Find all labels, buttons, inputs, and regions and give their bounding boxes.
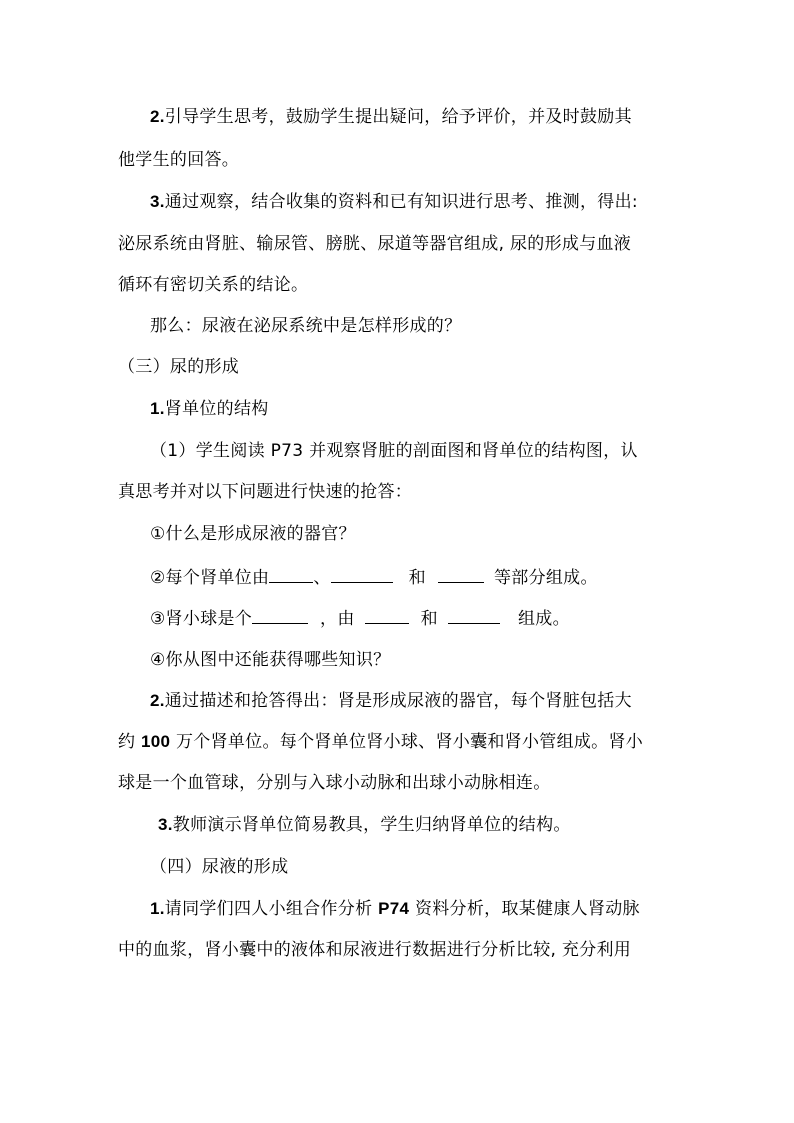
- answer-blank: [269, 566, 313, 583]
- paragraph-text: 中的血浆，肾小囊中的液体和尿液进行数据进行分析比较, 充分利用: [118, 940, 632, 960]
- question-text: ，由: [320, 609, 355, 629]
- item-number: 3.: [150, 192, 165, 211]
- answer-blank: [448, 607, 500, 624]
- step-reading-line2: [118, 481, 412, 503]
- paragraph-text: （1）学生阅读 P73 并观察肾脏的剖面图和肾单位的结构图，认: [150, 441, 638, 461]
- step-reading-line1: [150, 440, 638, 462]
- paragraph-group-analysis-line2: [118, 939, 631, 961]
- paragraph-text: 通过描述和抢答得出：肾是形成尿液的器官，每个肾脏包括大: [164, 691, 632, 711]
- paragraph-text: 循环有密切关系的结论。: [118, 275, 309, 295]
- question-text: ④你从图中还能获得哪些知识？: [150, 650, 391, 670]
- paragraph-guide-thinking-line1: [150, 106, 632, 128]
- paragraph-text: 万个肾单位。每个肾单位肾小球、肾小囊和肾小管组成。肾小: [170, 732, 644, 752]
- question-text: 组成。: [517, 609, 570, 629]
- question-item-3: [150, 607, 570, 630]
- question-item-2: [150, 566, 598, 589]
- paragraph-teaching-aid: [158, 814, 571, 836]
- question-text: 和: [408, 568, 426, 588]
- paragraph-conclusion-line1: [150, 690, 632, 712]
- paragraph-observation-line2: [118, 233, 631, 255]
- section-heading-text: （三）尿的形成: [118, 357, 240, 377]
- paragraph-text: 他学生的回答。: [118, 150, 240, 170]
- paragraph-conclusion-line3: [118, 772, 551, 794]
- question-text: ②每个肾单位由: [150, 568, 270, 588]
- question-text: 那么：尿液在泌尿系统中是怎样形成的？: [150, 316, 462, 336]
- paragraph-conclusion-line2: [118, 731, 643, 753]
- paragraph-text: 球是一个血管球，分别与入球小动脉和出球小动脉相连。: [118, 773, 551, 793]
- item-number: 1.: [150, 399, 165, 418]
- subheading-text: 肾单位的结构: [164, 399, 269, 419]
- number-text: P74: [378, 899, 410, 918]
- item-number: 3.: [158, 815, 173, 834]
- question-text: 、: [313, 568, 331, 588]
- item-number: 1.: [150, 899, 165, 918]
- question-text: ①什么是形成尿液的器官？: [150, 524, 356, 544]
- paragraph-observation-line3: [118, 274, 308, 296]
- question-line: [150, 315, 461, 337]
- answer-blank: [438, 566, 484, 583]
- paragraph-guide-thinking-line2: [118, 149, 239, 171]
- answer-blank: [331, 566, 393, 583]
- item-number: 2.: [150, 107, 165, 126]
- paragraph-text: 引导学生思考，鼓励学生提出疑问，给予评价，并及时鼓励其: [164, 107, 632, 127]
- answer-blank: [252, 607, 308, 624]
- section-heading-urine-production: [150, 856, 288, 878]
- question-text: 等部分组成。: [493, 568, 598, 588]
- item-number: 2.: [150, 691, 165, 710]
- section-heading-text: （四）尿液的形成: [150, 857, 289, 877]
- question-text: 和: [420, 609, 438, 629]
- question-item-1: [150, 523, 356, 545]
- paragraph-text: 泌尿系统由肾脏、输尿管、膀胱、尿道等器官组成, 尿的形成与血液: [118, 234, 632, 254]
- paragraph-text: 真思考并对以下问题进行快速的抢答：: [118, 482, 413, 502]
- paragraph-group-analysis-line1: [150, 898, 640, 920]
- subheading-nephron-structure: [150, 398, 269, 420]
- question-item-4: [150, 649, 390, 671]
- question-text: ③肾小球是个: [150, 609, 253, 629]
- number-text: 100: [141, 732, 171, 751]
- paragraph-text: 请同学们四人小组合作分析: [164, 899, 379, 919]
- section-heading-urine-formation: [118, 356, 239, 378]
- answer-blank: [365, 607, 409, 624]
- paragraph-text: 通过观察，结合收集的资料和已有知识进行思考、推测，得出:: [164, 192, 638, 212]
- paragraph-text: 约: [118, 732, 142, 752]
- paragraph-text: 教师演示肾单位简易教具，学生归纳肾单位的结构。: [172, 815, 571, 835]
- paragraph-observation-line1: [150, 191, 638, 213]
- paragraph-text: 资料分析，取某健康人肾动脉: [409, 899, 640, 919]
